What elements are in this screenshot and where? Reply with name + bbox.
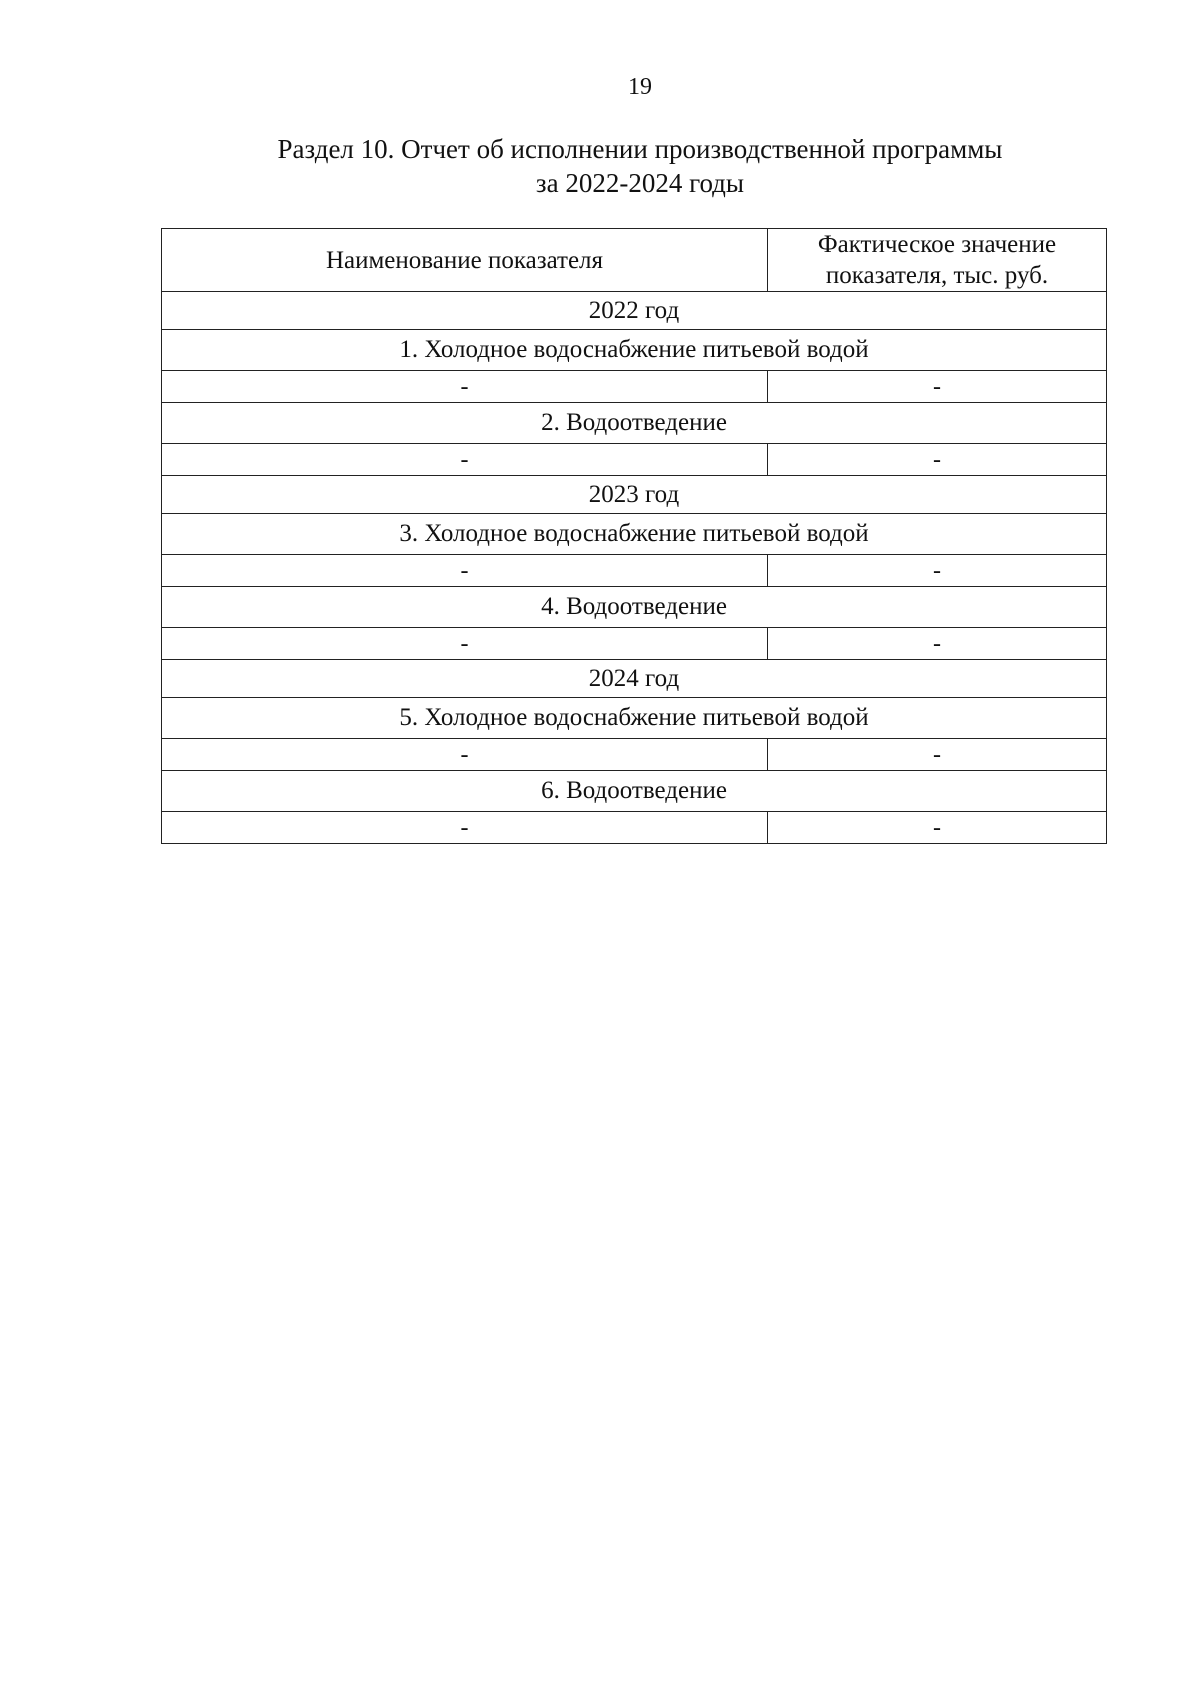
- table-row-value: [162, 628, 1107, 660]
- table-row-section: [162, 698, 1107, 739]
- table-row-value: [162, 555, 1107, 587]
- header-actual-value: [768, 229, 1107, 292]
- table-header-row: [162, 229, 1107, 292]
- value-name-cell: -: [162, 812, 768, 844]
- table-row-value: [162, 739, 1107, 771]
- table-row-year: [162, 660, 1107, 698]
- table-row-section: [162, 403, 1107, 444]
- section-cell: 3. Холодное водоснабжение питьевой водой: [162, 514, 1107, 555]
- report-table: [161, 228, 1107, 844]
- table-row-section: [162, 587, 1107, 628]
- table-row-value: [162, 444, 1107, 476]
- table-row-year: [162, 476, 1107, 514]
- header-actual-value-line-1: Фактическое значение: [817, 231, 1057, 258]
- section-cell: 1. Холодное водоснабжение питьевой водой: [162, 330, 1107, 371]
- section-cell: 5. Холодное водоснабжение питьевой водой: [162, 698, 1107, 739]
- value-name-cell: -: [162, 555, 768, 587]
- page-title: [0, 132, 1200, 200]
- value-amount-cell: -: [768, 812, 1107, 844]
- title-line-2: за 2022-2024 годы: [535, 168, 745, 198]
- table-row-section: [162, 771, 1107, 812]
- section-cell: 2. Водоотведение: [162, 403, 1107, 444]
- table-row-value: [162, 812, 1107, 844]
- value-amount-cell: -: [768, 555, 1107, 587]
- year-cell: 2024 год: [162, 660, 1107, 698]
- table-row-value: [162, 371, 1107, 403]
- value-amount-cell: -: [768, 371, 1107, 403]
- value-name-cell: -: [162, 628, 768, 660]
- table-row-year: [162, 292, 1107, 330]
- value-name-cell: -: [162, 444, 768, 476]
- section-cell: 4. Водоотведение: [162, 587, 1107, 628]
- year-cell: 2022 год: [162, 292, 1107, 330]
- value-name-cell: -: [162, 371, 768, 403]
- value-name-cell: -: [162, 739, 768, 771]
- table-row-section: [162, 514, 1107, 555]
- year-cell: 2023 год: [162, 476, 1107, 514]
- header-indicator-name: Наименование показателя: [162, 229, 768, 292]
- table-row-section: [162, 330, 1107, 371]
- title-line-1: Раздел 10. Отчет об исполнении производственной программы: [277, 134, 1003, 164]
- value-amount-cell: -: [768, 444, 1107, 476]
- value-amount-cell: -: [768, 739, 1107, 771]
- value-amount-cell: -: [768, 628, 1107, 660]
- page-number: 19: [628, 74, 652, 100]
- section-cell: 6. Водоотведение: [162, 771, 1107, 812]
- header-actual-value-line-2: показателя, тыс. руб.: [825, 262, 1049, 289]
